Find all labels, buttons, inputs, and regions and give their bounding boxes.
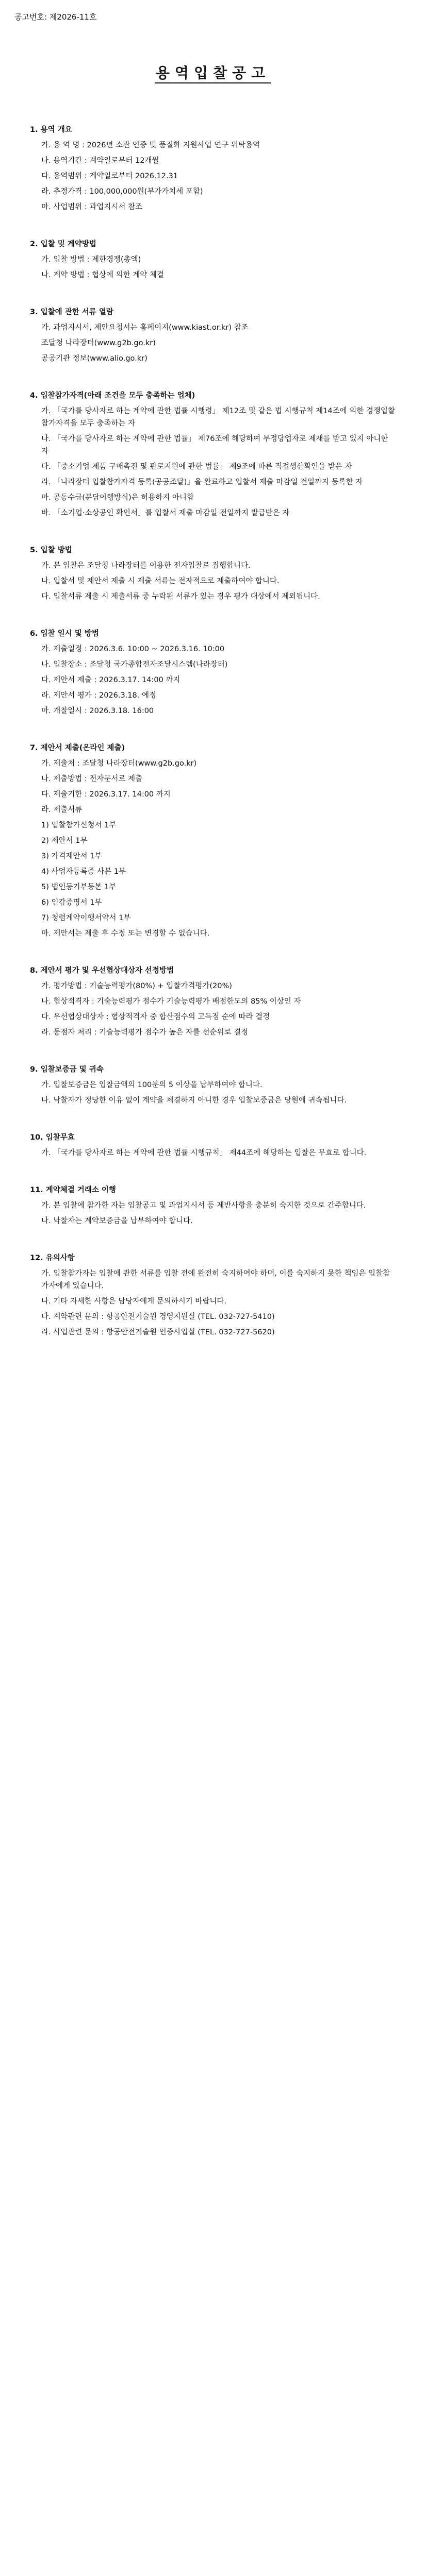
section-line: 가. 과업지시서, 제안요청서는 홈페이지(www.kiast.or.kr) 참조: [41, 324, 249, 332]
notice-number: 공고번호: 제2026-11호: [14, 12, 97, 22]
section-line: 나. 입찰장소 : 조달청 국가종합전자조달시스템(나라장터): [41, 660, 228, 669]
section-line: 4) 사업자등록증 사본 1부: [41, 868, 126, 876]
section-line: 가. 입찰 방법 : 제한경쟁(총액): [41, 256, 141, 264]
notice-section: [30, 964, 396, 1039]
section-line: 다. 제출기한 : 2026.3.17. 14:00 까지: [41, 790, 171, 799]
section-line: 가. 입찰참가자는 입찰에 관한 서류를 입찰 전에 완전히 숙지하여야 하며, 이를 숙지하지 못한 책임은 입찰참가자에게 있습니다.: [41, 1269, 390, 1290]
section-line: 나. 용역기간 : 계약일로부터 12개월: [41, 157, 159, 165]
section-line: 다. 「중소기업 제품 구매촉진 및 판로지원에 관한 법률」 제9조에 따른 직접생산확인을 받은 자: [41, 463, 352, 471]
section-line: 3) 가격제안서 1부: [41, 852, 102, 860]
section-heading: 2. 입찰 및 계약방법: [30, 240, 96, 248]
section-line: 가. 본 입찰은 조달청 나라장터를 이용한 전자입찰로 집행합니다.: [41, 562, 251, 570]
section-line: 나. 제출방법 : 전자문서로 제출: [41, 775, 143, 783]
notice-section: [30, 1063, 396, 1107]
section-line: 라. 사업관련 문의 : 항공안전기술원 인증사업실 (TEL. 032-727-5620): [41, 1328, 275, 1336]
section-heading: 7. 제안서 제출(온라인 제출): [30, 744, 125, 752]
section-line: 나. 기타 자세한 사항은 담당자에게 문의하시기 바랍니다.: [41, 1297, 227, 1306]
notice-section: [30, 628, 396, 717]
notice-section: [30, 306, 396, 365]
section-line: 가. 제출일정 : 2026.3.6. 10:00 ~ 2026.3.16. 10:00: [41, 645, 225, 653]
section-line: 7) 청렴계약이행서약서 1부: [41, 914, 131, 922]
title-underline: [155, 82, 271, 83]
section-line: 마. 사업범위 : 과업지시서 참조: [41, 203, 143, 211]
notice-section: [30, 1184, 396, 1227]
notice-section: [30, 1131, 396, 1159]
section-line: 라. 추정가격 : 100,000,000원(부가가치세 포함): [41, 188, 203, 196]
section-line: 가. 본 입찰에 참가한 자는 입찰공고 및 과업지시서 등 제반사항을 충분히 숙지한 것으로 간주합니다.: [41, 1201, 366, 1210]
section-line: 가. 「국가를 당사자로 하는 계약에 관한 법률 시행령」 제12조 및 같은 법 시행규칙 제14조에 의한 경쟁입찰참가자격을 모두 충족하는 자: [41, 407, 395, 428]
section-line: 다. 입찰서류 제출 시 제출서류 중 누락된 서류가 있는 경우 평가 대상에서 제외됩니다.: [41, 592, 320, 601]
notice-section: [30, 238, 396, 281]
section-line: 2) 제안서 1부: [41, 837, 88, 845]
section-line: 가. 평가방법 : 기술능력평가(80%) + 입찰가격평가(20%): [41, 982, 232, 990]
section-heading: 3. 입찰에 관한 서류 열람: [30, 308, 113, 316]
section-line: 나. 「국가를 당사자로 하는 계약에 관한 법률」 제76조에 해당하여 부정당업자로 제재를 받고 있지 아니한 자: [41, 435, 388, 455]
section-line: 나. 입찰서 및 제안서 제출 시 제출 서류는 전자적으로 제출하여야 합니다.: [41, 577, 280, 585]
notice-section: [30, 1252, 396, 1338]
section-line: 가. 입찰보증금은 입찰금액의 100분의 5 이상을 납부하여야 합니다.: [41, 1081, 263, 1089]
section-line: 라. 「나라장터 입찰참가자격 등록(공공조달)」을 완료하고 입찰서 제출 마감일 전일까지 등록한 자: [41, 478, 363, 486]
section-line: 다. 계약관련 문의 : 항공안전기술원 경영지원실 (TEL. 032-727-5410): [41, 1313, 275, 1321]
section-line: 나. 계약 방법 : 협상에 의한 계약 체결: [41, 271, 164, 279]
section-line: 6) 인감증명서 1부: [41, 899, 102, 907]
section-line: 다. 우선협상대상자 : 협상적격자 중 합산점수의 고득점 순에 따라 결정: [41, 1013, 270, 1021]
section-line: 나. 낙찰자가 정당한 이유 없이 계약을 체결하지 아니한 경우 입찰보증금은 당원에 귀속됩니다.: [41, 1096, 347, 1105]
section-line: 라. 제출서류: [41, 806, 83, 814]
section-line: 라. 제안서 평가 : 2026.3.18. 예정: [41, 691, 157, 700]
section-line: 라. 동점자 처리 : 기술능력평가 점수가 높은 자를 선순위로 결정: [41, 1028, 249, 1037]
section-line: 마. 공동수급(분담이행방식)은 허용하지 아니함: [41, 494, 194, 502]
section-line: 다. 제안서 제출 : 2026.3.17. 14:00 까지: [41, 676, 181, 684]
notice-section: [30, 544, 396, 603]
notice-body: [30, 113, 396, 1363]
section-line: 공공기관 정보(www.alio.go.kr): [41, 354, 148, 363]
section-line: 조달청 나라장터(www.g2b.go.kr): [41, 339, 156, 347]
section-line: 가. 용 역 명 : 2026년 소관 인증 및 품질화 지원사업 연구 위탁용역: [41, 141, 260, 149]
section-heading: 6. 입찰 일시 및 방법: [30, 630, 99, 638]
section-heading: 9. 입찰보증금 및 귀속: [30, 1065, 104, 1074]
section-heading: 10. 입찰무효: [30, 1133, 75, 1142]
section-line: 가. 「국가를 당사자로 하는 계약에 관한 법률 시행규칙」 제44조에 해당하는 입찰은 무효로 합니다.: [41, 1149, 367, 1157]
section-line: 5) 법인등기부등본 1부: [41, 883, 117, 891]
section-line: 다. 용역범위 : 계약일로부터 2026.12.31: [41, 172, 178, 180]
section-line: 1) 입찰참가신청서 1부: [41, 821, 117, 829]
section-line: 나. 협상적격자 : 기술능력평가 점수가 기술능력평가 배점한도의 85% 이상인 자: [41, 997, 301, 1006]
section-line: 바. 「소기업·소상공인 확인서」를 입찰서 제출 마감일 전일까지 발급받은 자: [41, 509, 290, 517]
section-line: 나. 낙찰자는 계약보증금을 납부하여야 합니다.: [41, 1217, 193, 1225]
section-heading: 12. 유의사항: [30, 1254, 75, 1262]
section-heading: 4. 입찰참가자격(아래 조건을 모두 충족하는 업체): [30, 392, 195, 400]
section-line: 마. 개찰일시 : 2026.3.18. 16:00: [41, 707, 154, 715]
section-line: 마. 제안서는 제출 후 수정 또는 변경할 수 없습니다.: [41, 929, 210, 938]
section-heading: 1. 용역 개요: [30, 126, 72, 134]
section-heading: 5. 입찰 방법: [30, 546, 72, 554]
notice-section: [30, 389, 396, 519]
section-line: 가. 제출처 : 조달청 나라장터(www.g2b.go.kr): [41, 759, 197, 768]
page-title: 용역입찰공고: [155, 64, 271, 81]
section-heading: 8. 제안서 평가 및 우선협상대상자 선정방법: [30, 967, 174, 975]
notice-section: [30, 124, 396, 213]
notice-section: [30, 742, 396, 940]
section-heading: 11. 계약체결 거래소 이행: [30, 1186, 116, 1194]
